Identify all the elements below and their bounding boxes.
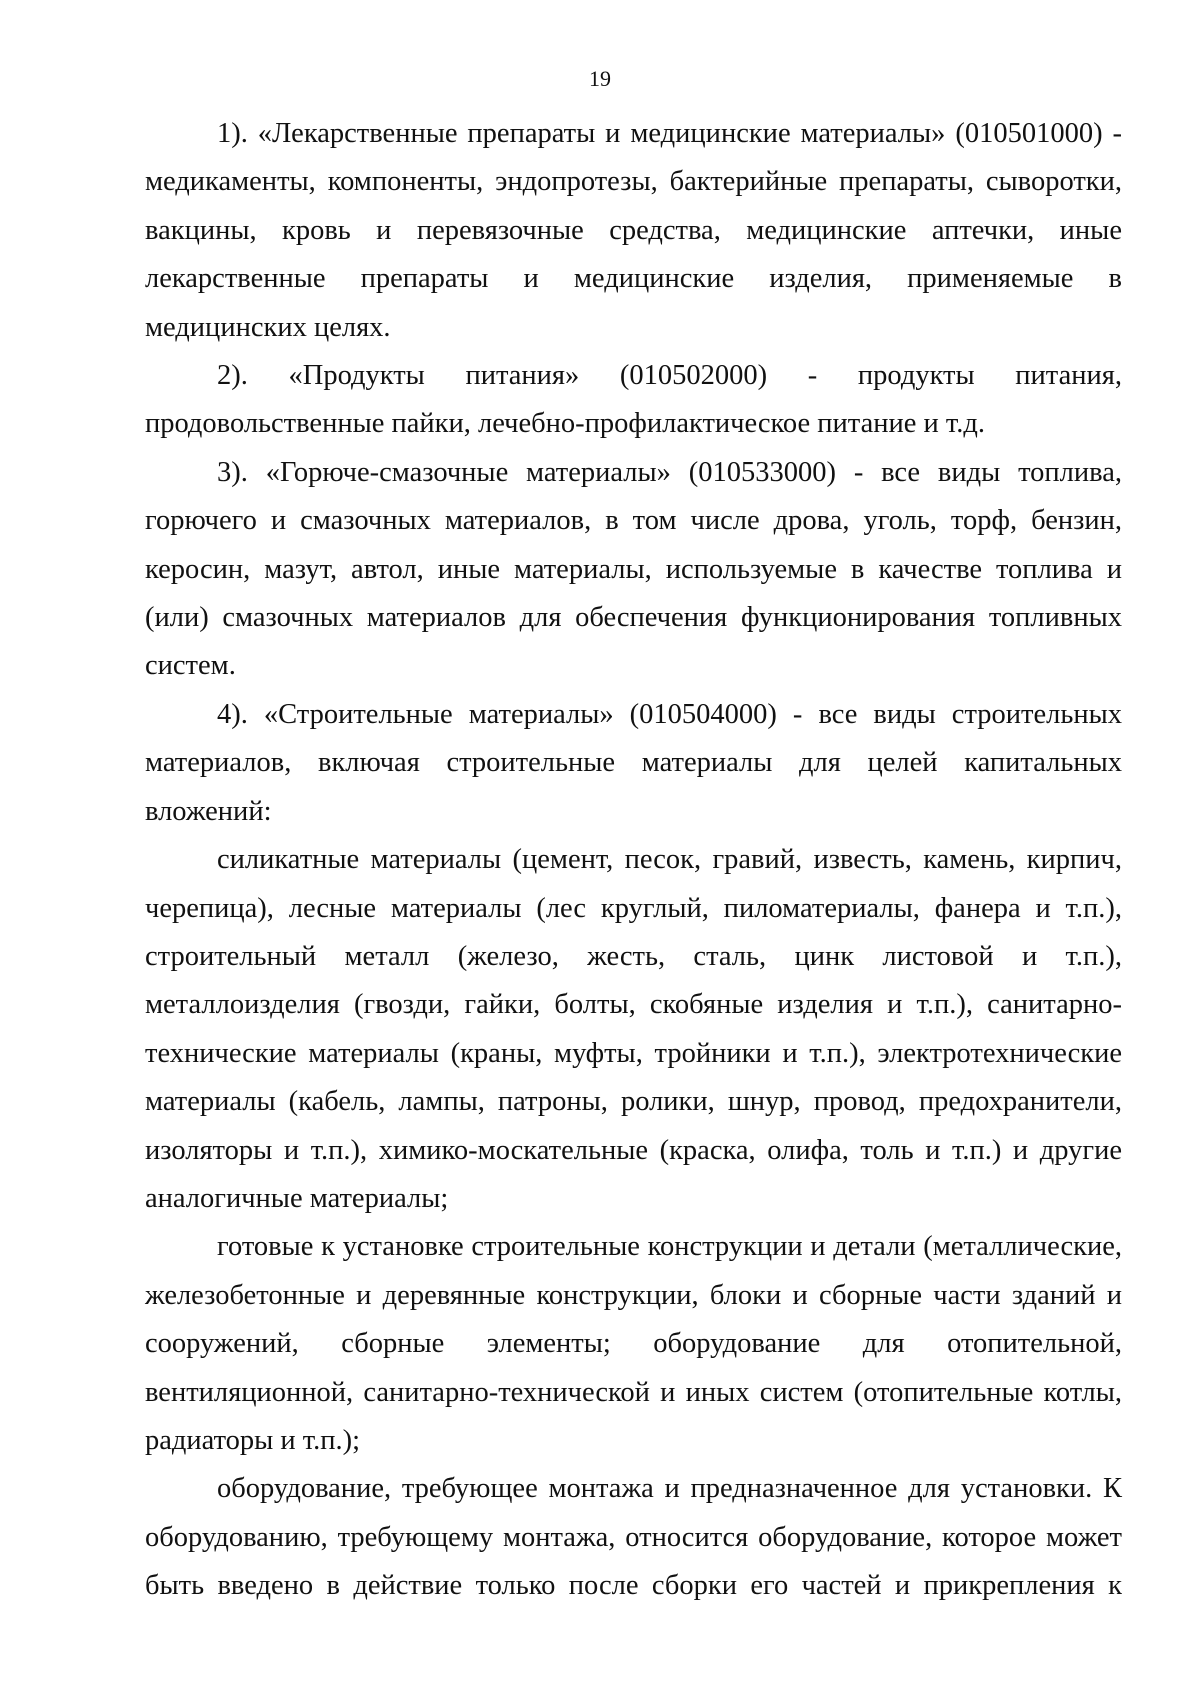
page-number: 19 [589, 66, 611, 91]
document-body [145, 110, 1122, 1611]
paragraph-food-products: 2). «Продукты питания» (010502000) - продукты питания, продовольственные пайки, лечебно-профилактическое питание и т.д. [145, 360, 1122, 440]
paragraph-ready-constructions: готовые к установке строительные конструкции и детали (металлические, железобетонные и деревянные конструкции, блоки и сборные части зданий и сооружений, сборные элементы; оборудование для отопительной, вентиляционной, санитарно-технической и иных систем (отопительные котлы, радиаторы и т.п.); [145, 1231, 1122, 1456]
paragraph-silicate-materials: силикатные материалы (цемент, песок, гравий, известь, камень, кирпич, черепица), лесные материалы (лес круглый, пиломатериалы, фанера и т.п.), строительный металл (железо, жесть, сталь, цинк листовой и т.п.), металлоизделия (гвозди, гайки, болты, скобяные изделия и т.п.), санитарно-технические материалы (краны, муфты, тройники и т.п.), электротехнические материалы (кабель, лампы, патроны, ролики, шнур, провод, предохранители, изоляторы и т.п.), химико-москательные (краска, олифа, толь и т.п.) и другие аналогичные материалы; [145, 844, 1122, 1214]
paragraph-fuel-lubricants: 3). «Горюче-смазочные материалы» (010533000) - все виды топлива, горючего и смазочных материалов, в том числе дрова, уголь, торф, бензин, керосин, мазут, автол, иные материалы, используемые в качестве топлива и (или) смазочных материалов для обеспечения функционирования топливных систем. [145, 456, 1122, 682]
paragraph-building-materials: 4). «Строительные материалы» (010504000) - все виды строительных материалов, включая строительные материалы для целей капитальных вложений: [145, 698, 1122, 827]
paragraph-medicines: 1). «Лекарственные препараты и медицинские материалы» (010501000) - медикаменты, компоненты, эндопротезы, бактерийные препараты, сыворотки, вакцины, кровь и перевязочные средства, медицинские аптечки, иные лекарственные препараты и медицинские изделия, применяемые в медицинских целях. [145, 118, 1122, 343]
paragraph-equipment-installation: оборудование, требующее монтажа и предназначенное для установки. К оборудованию, требующему монтажа, относится оборудование, которое может быть введено в действие только после сборки его частей и прикрепления к [145, 1473, 1122, 1602]
